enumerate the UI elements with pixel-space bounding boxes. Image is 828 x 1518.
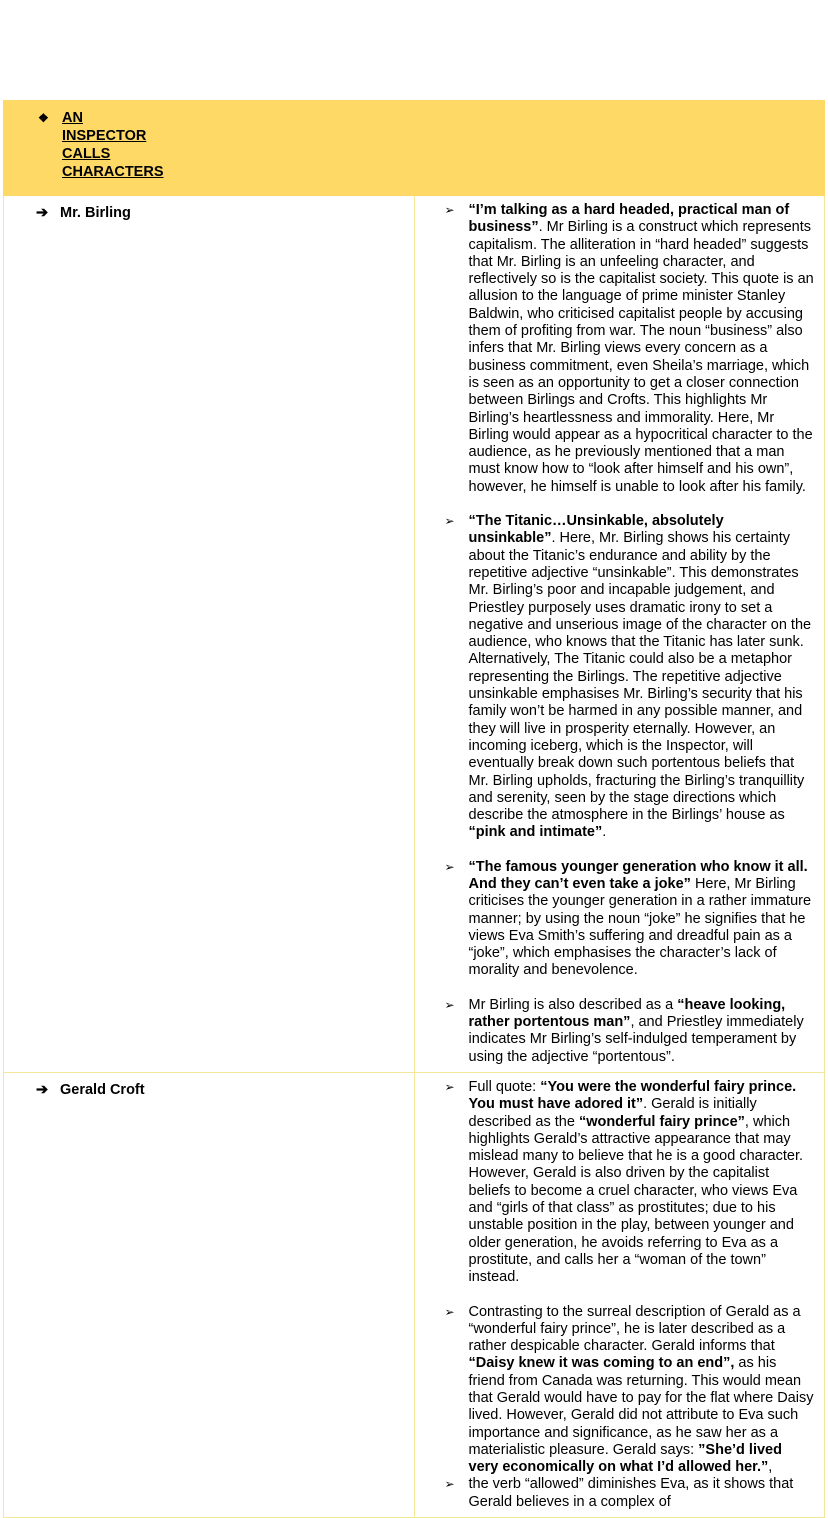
arrow-right-icon: ➔ [36,205,49,221]
header-cell [4,101,825,196]
arrowhead-bullet-icon: ➢ [444,1477,455,1492]
character-notes-cell [414,1072,825,1517]
note-bullet [445,859,815,980]
note-text: Full quote: “You were the wonderful fairy prince. You must have adored it”. Gerald is initially described as the “wonderful fairy prince”, which highlights Gerald’s attractive appearance that may mislead many to believe that he is a good character. However, Gerald is also driven by the capitalist beliefs to become a cruel character, who views Eva and “girls of that class” as prostitutes; due to his unstable position in the play, between younger and older generation, he avoids referring to Eva as a prostitute, and calls her a “woman of the town” instead. [468,1078,803,1286]
note-bullet [445,1304,815,1477]
note-bullet [445,1079,815,1287]
arrow-right-icon: ➔ [36,1081,49,1098]
note-bullet [445,997,815,1066]
title-line: INSPECTOR [62,128,147,144]
character-notes-cell [414,196,825,1073]
header-row [4,101,825,196]
title-line: AN [62,110,83,126]
character-name-cell [4,1072,415,1517]
character-row-birling [4,196,825,1073]
note-bullet [445,1476,815,1511]
title-line: CALLS [62,146,111,162]
note-text: “The famous younger generation who know it all. And they can’t even take a joke” Here, Mr Birling criticises the younger generation in a rather immature manner; by using the noun “joke” he signifies that he views Eva Smith’s suffering and dreadful pain as a “joke”, which emphasises the character’s lack of morality and benevolence. [468,858,812,979]
section-title [38,109,824,181]
characters-table [3,100,825,1518]
note-text: “I’m talking as a hard headed, practical man of business”. Mr Birling is a construct which represents capitalism. The alliteration in “hard headed” suggests that Mr. Birling is an unfeeling character, and reflectively so is the capitalist society. This quote is an allusion to the language of prime minister Stanley Baldwin, who criticised capitalist people by accusing them of profiting from war. The noun “business” also infers that Mr. Birling views every concern as a business commitment, even Sheila’s marriage, which is seen as an opportunity to get a closer connection between Birlings and Crofts. This highlights Mr Birling’s heartlessness and immorality. Here, Mr Birling would appear as a hypocritical character to the audience, as he previously mentioned that a man must know how to “look after himself and his own”, however, he himself is unable to look after his family. [468,202,814,495]
section-title-text [62,109,182,181]
arrowhead-bullet-icon: ➢ [444,203,455,217]
note-bullet [445,513,815,842]
arrowhead-bullet-icon: ➢ [444,997,455,1012]
arrowhead-bullet-icon: ➢ [444,1304,455,1319]
arrowhead-bullet-icon: ➢ [444,514,455,529]
diamond-bullet-icon: ❖ [38,111,49,125]
character-name: Gerald Croft [60,1081,145,1098]
character-name-cell [4,196,415,1073]
note-text: “The Titanic…Unsinkable, absolutely unsinkable”. Here, Mr. Birling shows his certainty about the Titanic’s endurance and ability by the repetitive adjective “unsinkable”. This demonstrates Mr. Birling’s poor and incapable judgement, and Priestley purposely uses dramatic irony to set a negative and unserious image of the character on the audience, who knows that the Titanic has later sunk. Alternatively, The Titanic could also be a metaphor representing the Birlings. The repetitive adjective unsinkable emphasises Mr. Birling’s security that his family won’t be harmed in any possible manner, and they will live in prosperity eternally. However, an incoming iceberg, which is the Inspector, will eventually break down such portentous beliefs that Mr. Birling upholds, fracturing the Birling’s tranquillity and serenity, seen by the stage directions which describe the atmosphere in the Birlings’ house as “pink and intimate”. [468,513,812,841]
note-bullet [445,202,815,496]
note-text: Mr Birling is also described as a “heave looking, rather portentous man”, and Priestley immediately indicates Mr Birling’s self-indulged temperament by using the adjective “portentous”. [468,996,804,1065]
title-line: CHARACTERS [62,164,164,180]
note-text: Contrasting to the surreal description of Gerald as a “wonderful fairy prince”, he is later described as a rather despicable character. Gerald informs that “Daisy knew it was coming to an end”, as his friend from Canada was returning. This would mean that Gerald would have to pay for the flat where Daisy lived. However, Gerald did not attribute to Eva such importance and significance, as he saw her as a materialistic pleasure. Gerald says: ”She’d lived very economically on what I’d allowed her.”, [468,1303,814,1476]
character-name: Mr. Birling [60,205,131,221]
note-text: the verb “allowed” diminishes Eva, as it shows that Gerald believes in a complex of [468,1476,794,1510]
arrowhead-bullet-icon: ➢ [444,1079,455,1094]
arrowhead-bullet-icon: ➢ [444,859,455,874]
character-row-gerald [4,1072,825,1517]
